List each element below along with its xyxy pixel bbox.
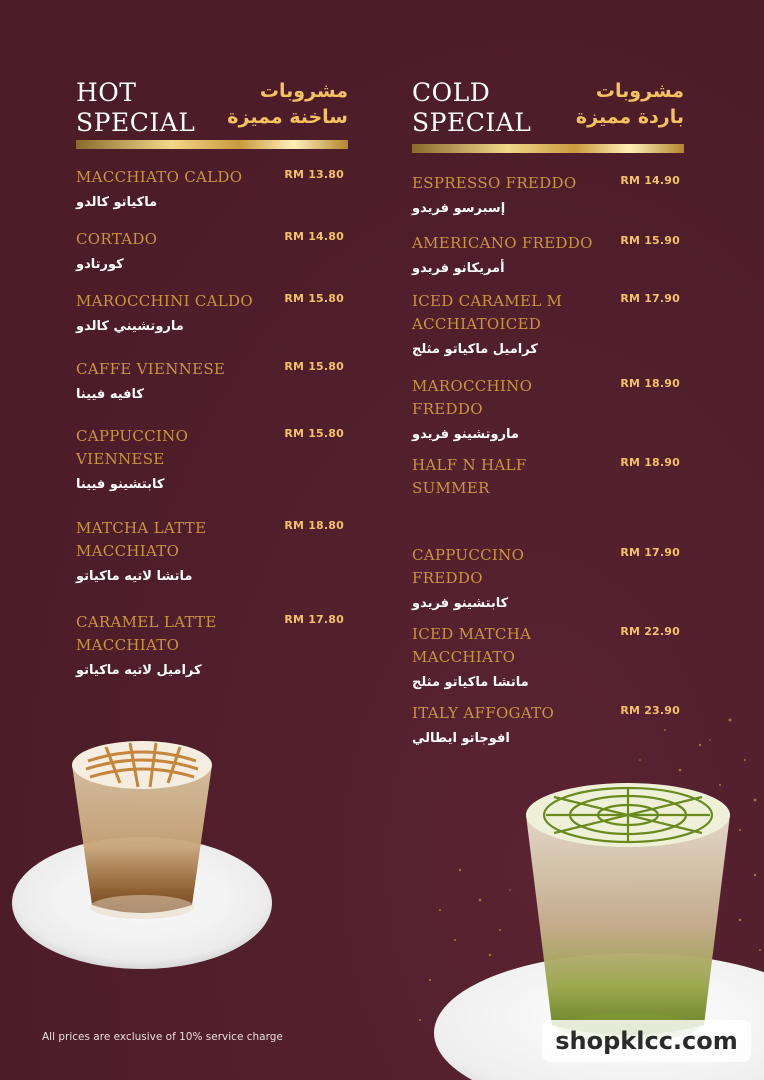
item-name: MAROCCHINI CALDO xyxy=(76,292,253,310)
cold-special-section xyxy=(412,78,684,746)
item-name-arabic: إسبرسو فريدو xyxy=(412,201,506,216)
item-name: MAROCCHINO FREDDO xyxy=(412,377,533,418)
item-name: CAPPUCCINO VIENNESE xyxy=(76,427,189,468)
item-price: RM 18.90 xyxy=(620,377,680,390)
cold-special-header xyxy=(412,78,684,144)
gold-divider xyxy=(412,144,684,153)
menu-item xyxy=(412,172,684,219)
item-name-arabic: أمريكانو فريدو xyxy=(412,261,505,276)
hot-special-title-arabic: مشروبات ساخنة مميزة xyxy=(227,80,348,128)
item-name: MACCHIATO CALDO xyxy=(76,168,243,186)
item-price: RM 15.80 xyxy=(284,427,344,440)
item-price: RM 15.90 xyxy=(620,234,680,247)
menu-item xyxy=(76,425,348,495)
item-name-arabic: ماتشا ماكياتو مثلج xyxy=(412,675,529,690)
menu-item xyxy=(76,611,348,681)
menu-item xyxy=(76,358,348,405)
item-price: RM 18.90 xyxy=(620,456,680,469)
service-charge-note: All prices are exclusive of 10% service charge xyxy=(42,1031,283,1043)
item-name: HALF N HALF SUMMER xyxy=(412,456,527,497)
menu-item xyxy=(76,290,348,337)
item-name: ICED MATCHA MACCHIATO xyxy=(412,625,532,666)
gold-divider xyxy=(76,140,348,149)
menu-item xyxy=(76,166,348,213)
item-price: RM 17.90 xyxy=(620,292,680,305)
item-name-arabic: كابتشينو فيينا xyxy=(76,477,165,492)
menu-item xyxy=(412,375,684,445)
item-name-arabic: كافيه فيينا xyxy=(76,387,144,402)
item-price: RM 23.90 xyxy=(620,704,680,717)
item-price: RM 17.80 xyxy=(284,613,344,626)
hot-special-header xyxy=(76,78,348,140)
item-name-arabic: ماروتشينو فريدو xyxy=(412,427,519,442)
item-name: ESPRESSO FREDDO xyxy=(412,174,577,192)
item-name-arabic: ماتشا لاتيه ماكياتو xyxy=(76,569,193,584)
hot-special-title: HOT SPECIAL xyxy=(76,78,196,137)
item-price: RM 15.80 xyxy=(284,292,344,305)
item-name: MATCHA LATTE MACCHIATO xyxy=(76,519,207,560)
menu-item xyxy=(412,232,684,279)
item-name: CARAMEL LATTE MACCHIATO xyxy=(76,613,217,654)
menu-item xyxy=(412,290,684,360)
cold-special-title-arabic: مشروبات باردة مميزة xyxy=(575,80,684,128)
hot-special-section xyxy=(76,78,348,678)
item-price: RM 22.90 xyxy=(620,625,680,638)
cold-special-title: COLD SPECIAL xyxy=(412,78,532,137)
item-price: RM 17.90 xyxy=(620,546,680,559)
menu-item xyxy=(412,544,684,614)
item-name-arabic: ماروتشيني كالدو xyxy=(76,319,184,334)
item-name: ICED CARAMEL MACCHIATOICED xyxy=(412,292,563,333)
menu-item xyxy=(76,517,348,587)
item-name-arabic: كابتشينو فريدو xyxy=(412,596,509,611)
item-price: RM 13.80 xyxy=(284,168,344,181)
item-name-arabic: ماكياتو كالدو xyxy=(76,195,158,210)
menu-item xyxy=(412,454,684,500)
item-price: RM 15.80 xyxy=(284,360,344,373)
shopklcc-watermark: shopklcc.com xyxy=(542,1020,751,1062)
item-name-arabic: افوجاتو ايطالي xyxy=(412,731,510,746)
item-name: AMERICANO FREDDO xyxy=(412,234,593,252)
item-name-arabic: كراميل لاتيه ماكياتو xyxy=(76,663,202,678)
item-name-arabic: كراميل ماكياتو مثلج xyxy=(412,342,538,357)
menu-item xyxy=(412,623,684,693)
item-price: RM 14.80 xyxy=(284,230,344,243)
item-price: RM 18.80 xyxy=(284,519,344,532)
item-name: CORTADO xyxy=(76,230,158,248)
menu-item xyxy=(76,228,348,275)
item-name: ITALY AFFOGATO xyxy=(412,704,555,722)
caramel-macchiato-photo xyxy=(10,725,278,975)
item-name: CAPPUCCINO FREDDO xyxy=(412,546,525,587)
item-name-arabic: كورتادو xyxy=(76,257,124,272)
item-price: RM 14.90 xyxy=(620,174,680,187)
item-name: CAFFE VIENNESE xyxy=(76,360,226,378)
